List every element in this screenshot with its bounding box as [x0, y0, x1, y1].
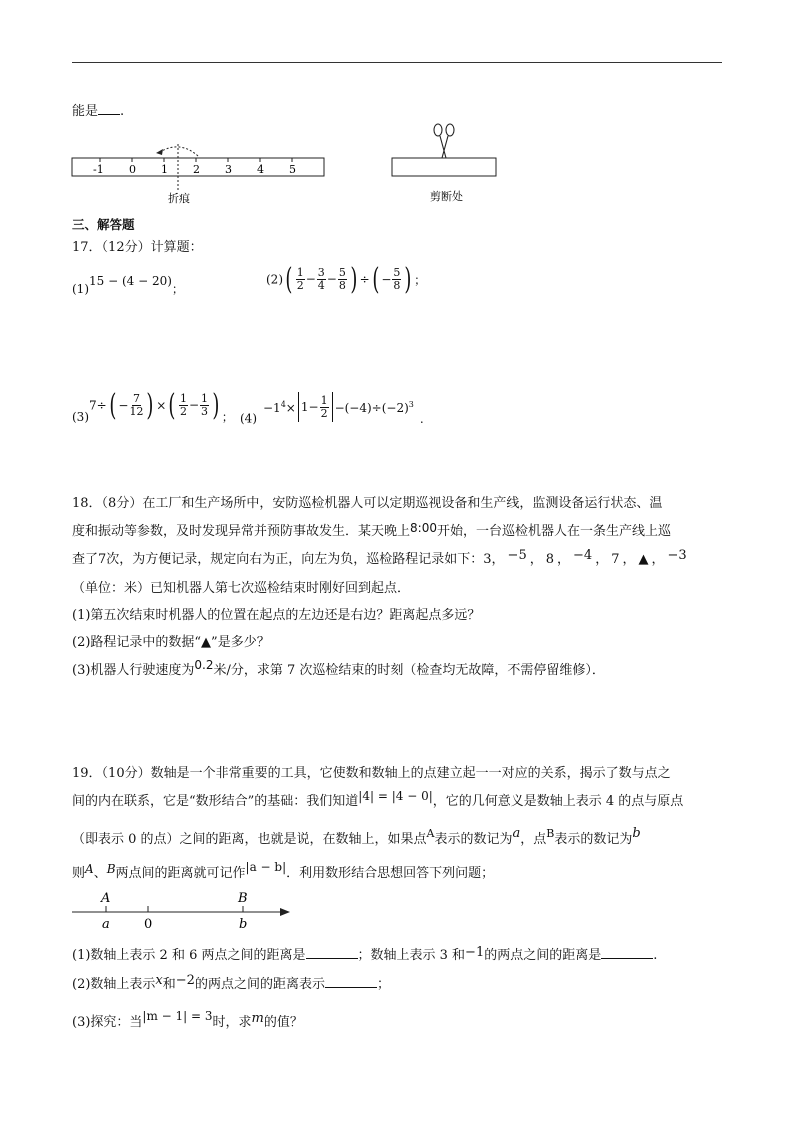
fold-tick-label: 3 — [225, 163, 232, 176]
q19-sub2: (2)数轴上表示x和−2的两点之间的距离表示 ； — [72, 973, 390, 992]
axis-arrowhead — [280, 908, 290, 916]
q19-sub1: (1)数轴上表示 2 和 6 两点之间的距离是 ；数轴上表示 3 和−1的两点之间的距离是 . — [72, 945, 658, 963]
fold-arrowhead — [156, 149, 163, 155]
answer-blank — [306, 946, 358, 959]
q19-line3b: 表示的数记为 — [434, 832, 513, 847]
x-symbol: x — [155, 973, 163, 988]
label-b: b — [239, 917, 248, 932]
record-value: −4 — [573, 548, 593, 563]
q19-line4a: 则 — [72, 866, 86, 881]
record-value: −3 — [667, 548, 687, 563]
a-symbol: a — [512, 826, 521, 841]
q19-sub3a: (3)探究：当 — [72, 1015, 143, 1030]
q19-line3d: 表示的数记为 — [554, 832, 633, 847]
q17-p2-label: (2) — [266, 272, 283, 287]
fold-tick-label: 5 — [289, 163, 296, 176]
q19-line3c: ，点 — [520, 832, 547, 847]
record-value: ▲ — [638, 552, 649, 567]
fold-caption: 折痕 — [168, 192, 190, 205]
q17-p1-label: (1) — [72, 282, 89, 296]
answer-blank — [601, 946, 653, 959]
q19-neg2: −2 — [175, 973, 195, 988]
q19-abs-m: |m − 1| = 3 — [142, 1009, 213, 1023]
q19-sub3 — [72, 1011, 303, 1030]
record-value: 8 — [545, 552, 555, 567]
point-B-symbol: B — [546, 827, 555, 840]
label-a: a — [102, 917, 110, 932]
q17-part1: (1)15 − (4 − 20)； — [72, 274, 184, 296]
q19-line3 — [72, 828, 641, 847]
point-A-symbol: A — [426, 827, 435, 840]
q19-abs-eq: |4| = |4 − 0| — [358, 789, 433, 803]
cut-strip-figure — [390, 122, 500, 210]
q18-line2b: 开始，一台巡检机器人在一条生产线上巡 — [436, 524, 671, 539]
q19-sub2c: 的两点之间的距离表示 — [194, 977, 325, 992]
q19-line3a: （即表示 0 的点）之间的距离，也就是说，在数轴上，如果点 — [72, 832, 427, 847]
q19-sub1c: 的两点之间的距离是 — [484, 948, 602, 963]
q19-sub3c: 的值？ — [263, 1015, 303, 1030]
fold-arrow-path — [160, 147, 198, 156]
label-A: A — [101, 891, 111, 906]
fold-tick-label: 2 — [193, 163, 200, 176]
fold-tick-label: 1 — [161, 163, 168, 176]
answer-blank — [325, 975, 377, 988]
q17-part3: (3)7÷( − $\frac{7}{12}$ ) ×( $\frac{1}{2}$ − $\frac{1}{3}$ ) ； — [72, 388, 234, 424]
q18-line1: 18．（8分）在工厂和生产场所中，安防巡检机器人可以定期巡视设备和生产线，监测设备运行状态、温 — [72, 496, 663, 511]
q18-line3-text: 查了7次，为方便记录，规定向右为正，向左为负，巡检路程记录如下：3， — [72, 552, 505, 567]
q17-p4-label: (4) — [240, 411, 257, 426]
m-symbol: m — [251, 1011, 264, 1026]
q18-sub3 — [72, 659, 605, 678]
q18-speed: 0.2 — [194, 658, 214, 672]
q18-line2 — [72, 520, 671, 539]
b-symbol: b — [632, 826, 641, 841]
q19-sub1a: (1)数轴上表示 2 和 6 两点之间的距离是 — [72, 948, 306, 963]
q18-line2a: 度和振动等参数，及时发现异常并预防事故发生．某天晚上 — [72, 524, 411, 539]
q18-sub1: (1)第五次结束时机器人的位置在起点的左边还是右边？距离起点多远？ — [72, 608, 481, 623]
label-zero: 0 — [144, 917, 153, 932]
fold-number-line-figure — [70, 140, 330, 210]
q18-time: 8:00 — [410, 521, 437, 535]
header-rule — [72, 62, 722, 63]
q18-sub3b: 米/分，求第 7 次巡检结束的时刻（检查均无故障，不需停留维修）． — [213, 663, 605, 678]
section-heading: 三、解答题 — [72, 217, 135, 232]
header-tail-line: 能是 . — [72, 104, 125, 119]
fold-tick-label: -1 — [93, 163, 104, 176]
q19-line4: 则A、B两点间的距离就可记作|a − b|．利用数形结合思想回答下列问题； — [72, 860, 495, 881]
header-tail-text: 能是 — [72, 104, 99, 119]
q19-sub2a: (2)数轴上表示 — [72, 977, 156, 992]
q19-line4c: ．利用数形结合思想回答下列问题； — [286, 866, 495, 881]
answer-blank — [98, 102, 120, 115]
q17-p1-expr: 15 − (4 − 20) — [89, 274, 172, 288]
record-value: −5 — [507, 548, 527, 563]
fold-tick-label: 4 — [257, 163, 264, 176]
record-value: 7 — [611, 552, 620, 567]
q17-part4: $(4)-1^4\times 1-$ $\frac{1}{2}$ $-(-4)\div(-2)^3$. — [240, 393, 424, 426]
q18-line4: （单位：米）已知机器人第七次巡检结束时刚好回到起点． — [72, 581, 411, 596]
q18-sub3a: (3)机器人行驶速度为 — [72, 663, 195, 678]
q19-line2b: ，它的几何意义是数轴上表示 4 的点与原点 — [432, 794, 684, 809]
q17-heading: 17．（12分）计算题： — [72, 240, 203, 255]
q18-line3: 查了7次，为方便记录，规定向右为正，向左为负，巡检路程记录如下：3， −5 ， 8 ， −4 ， 7 ， ▲ ， −3 — [72, 548, 687, 567]
q19-sub1b: ；数轴上表示 3 和 — [357, 948, 466, 963]
q17-part2: (2)( $\frac{1}{2}$ − $\frac{3}{4}$ − $\frac{5}{8}$ ) ÷( − $\frac{5}{8}$ ) ； — [266, 262, 427, 297]
q19-line2a: 间的内在联系，它是“数形结合”的基础：我们知道 — [72, 794, 359, 809]
fold-tick-label: 0 — [129, 163, 136, 176]
scissors-icon — [434, 124, 454, 158]
q19-line1: 19．（10分）数轴是一个非常重要的工具，它使数和数轴上的点建立起一一对应的关系，揭示了数与点之 — [72, 766, 671, 781]
cut-caption: 剪断处 — [430, 190, 463, 203]
ab-number-line-figure — [70, 888, 300, 932]
q19-line4b: 两点间的距离就可记作 — [115, 866, 246, 881]
q19-sub3b: 时，求 — [212, 1015, 252, 1030]
q19-abs-ab: |a − b| — [245, 860, 287, 874]
q19-neg1: −1 — [465, 945, 485, 960]
q18-sub2: (2)路程记录中的数据“▲”是多少？ — [72, 635, 270, 650]
q17-p3-label: (3) — [72, 410, 89, 424]
cut-strip-rect — [392, 158, 496, 176]
q19-sub2b: 和 — [162, 977, 176, 992]
q19-line2 — [72, 790, 683, 809]
label-B: B — [238, 891, 248, 906]
